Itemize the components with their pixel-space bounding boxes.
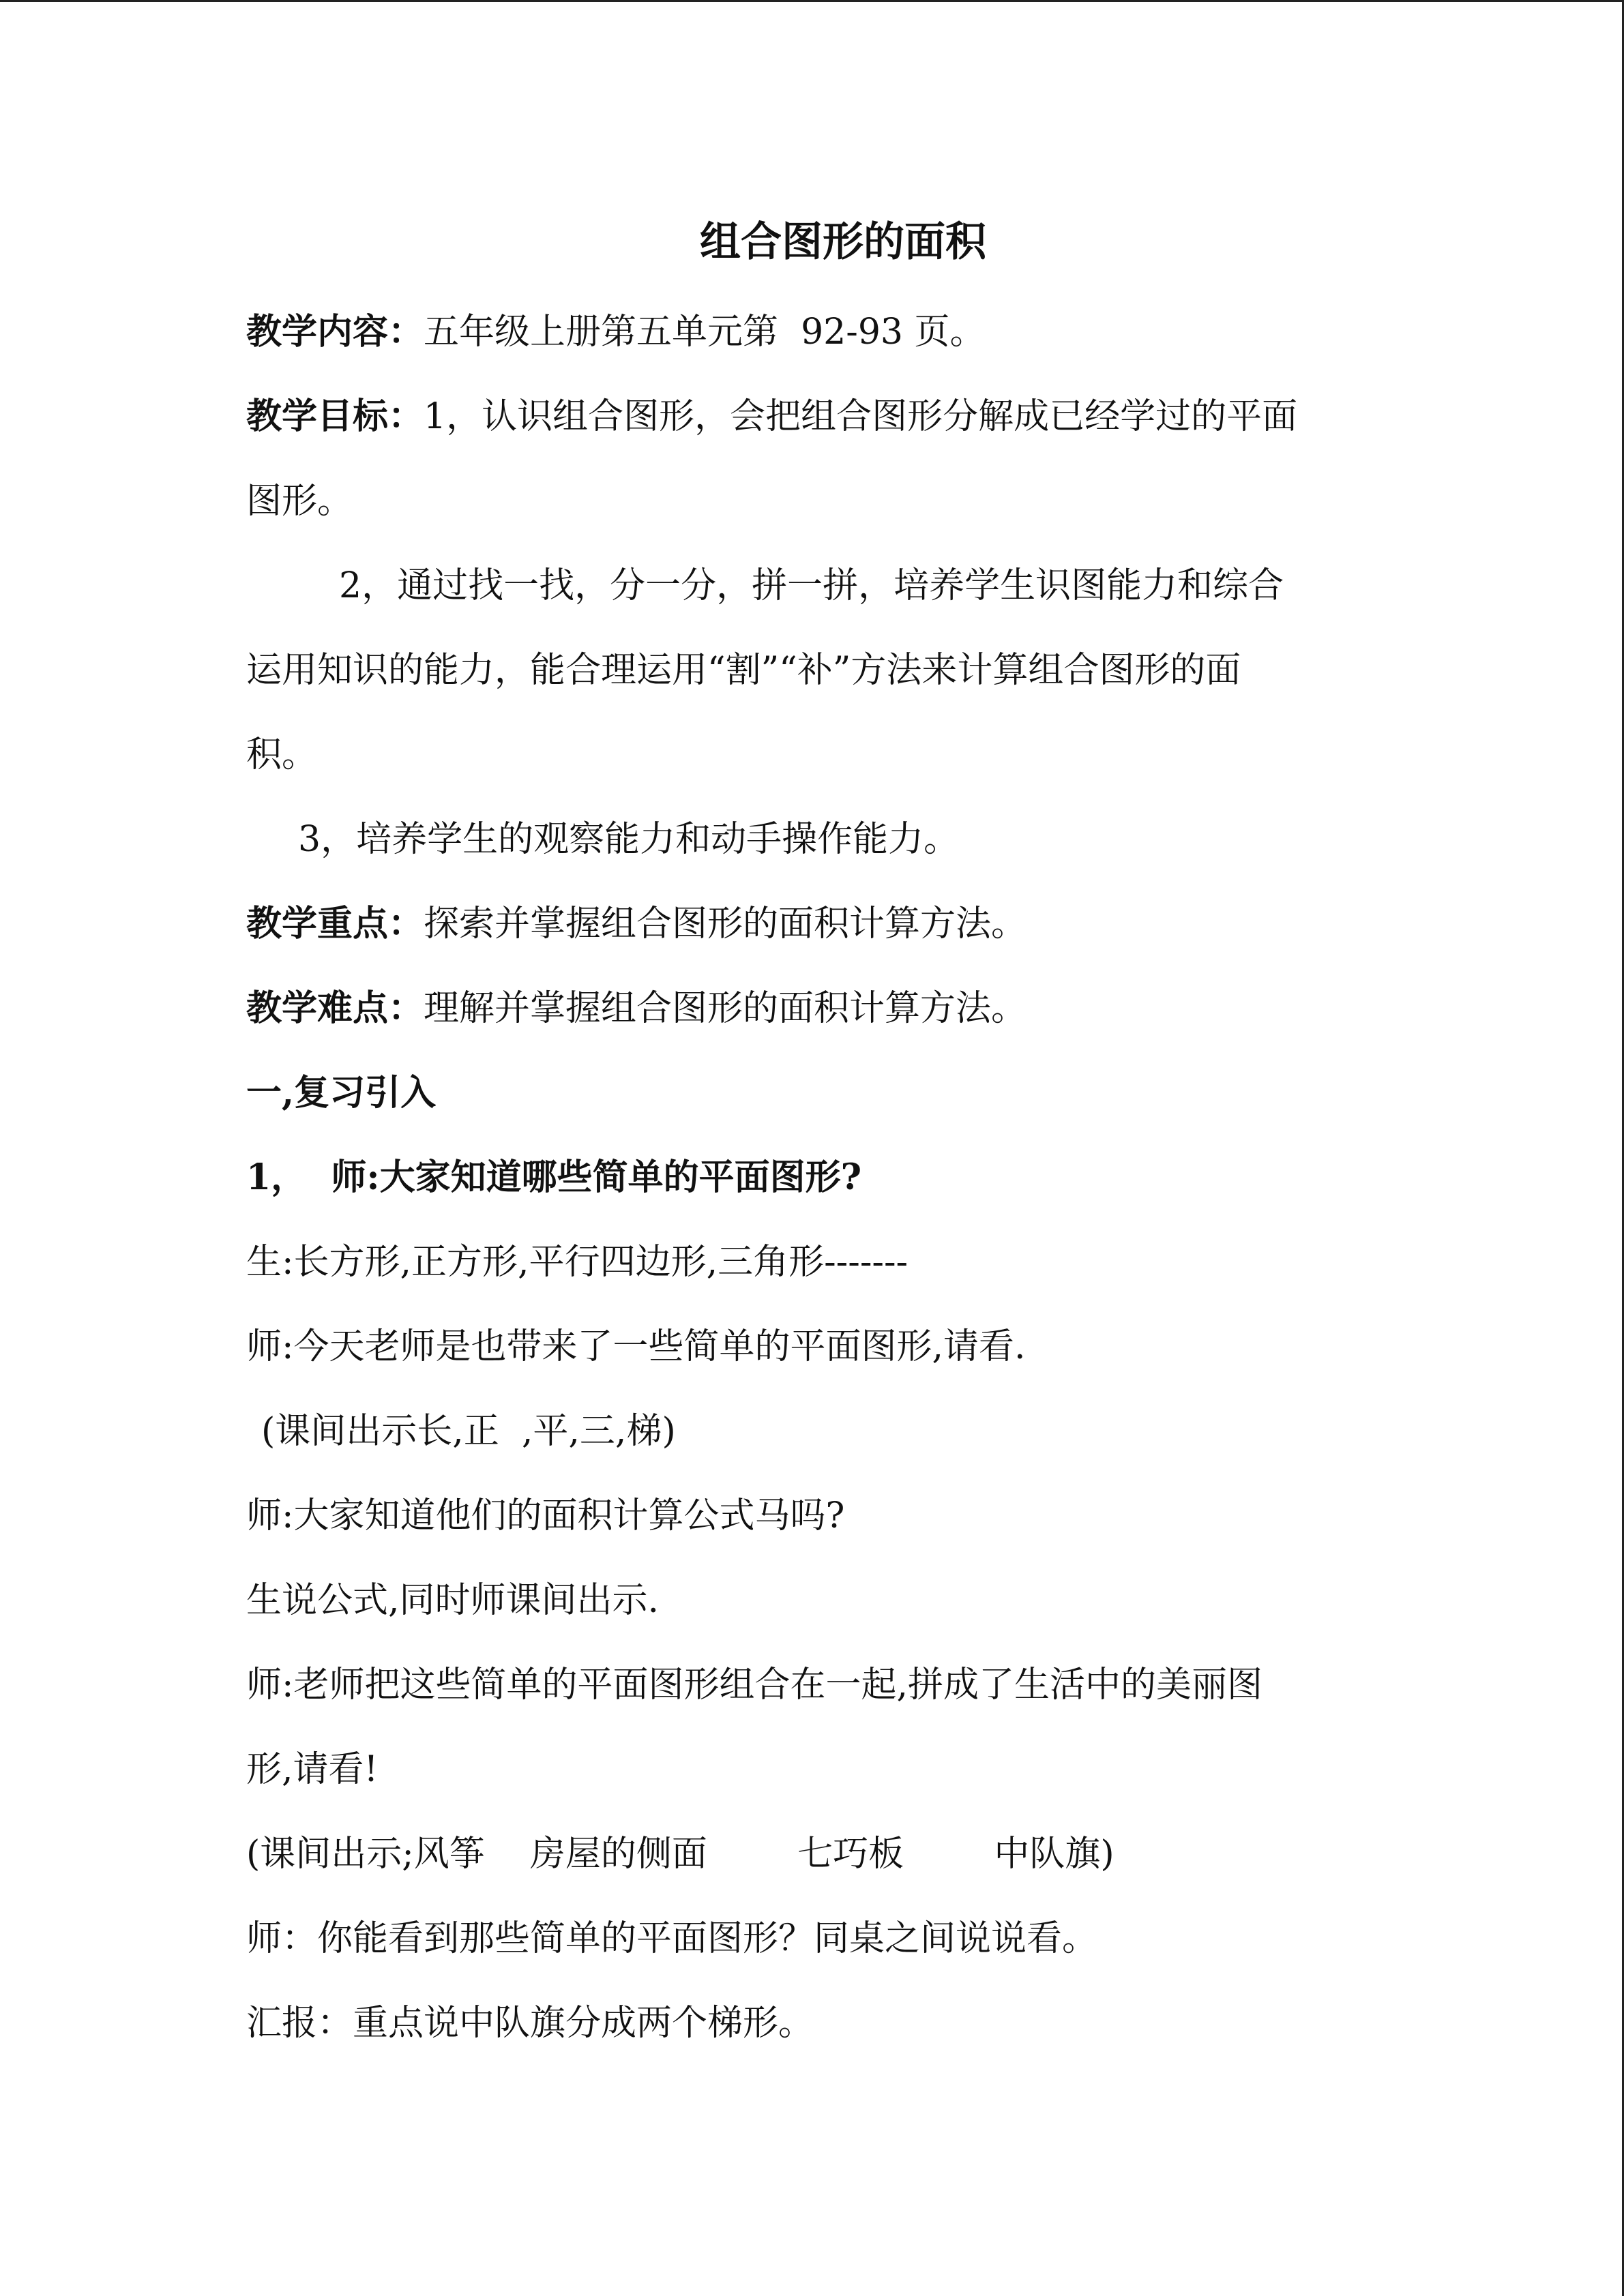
dialog-line: 形,请看! xyxy=(246,1749,379,1790)
difficulty-text: 理解并掌握组合图形的面积计算方法。 xyxy=(424,988,1027,1029)
section-heading-review: 一,复习引入 xyxy=(246,1072,437,1114)
dialog-line: (课间出示长,正 ,平,三,梯) xyxy=(261,1411,676,1452)
dialog-line: 生说公式,同时师课间出示. xyxy=(246,1580,660,1621)
teaching-content-label: 教学内容： xyxy=(246,311,424,353)
goal-2-text: 2，通过找一找，分一分，拼一拼，培养学生识图能力和综合 xyxy=(339,565,1284,606)
dialog-line: 师:老师把这些简单的平面图形组合在一起,拼成了生活中的美丽图 xyxy=(246,1665,1263,1705)
teaching-difficulty xyxy=(246,966,1419,1051)
goal-1-continuation: 图形。 xyxy=(246,481,353,522)
difficulty-label: 教学难点： xyxy=(246,987,424,1029)
dialog-line: 生:长方形,正方形,平行四边形,三角形------- xyxy=(246,1242,909,1283)
teaching-goals xyxy=(246,374,1419,459)
dialog-line: 师:大家知道他们的面积计算公式马吗? xyxy=(246,1495,845,1536)
teaching-content-text: 五年级上册第五单元第 92-93 页。 xyxy=(424,312,986,353)
document-body xyxy=(246,207,1419,2066)
teaching-key-point xyxy=(246,882,1419,966)
teaching-goals-label: 教学目标： xyxy=(246,396,424,437)
key-point-text: 探索并掌握组合图形的面积计算方法。 xyxy=(424,904,1027,944)
dialog-line: 汇报：重点说中队旗分成两个梯形。 xyxy=(246,2003,814,2044)
goal-1-text: 1，认识组合图形，会把组合图形分解成已经学过的平面 xyxy=(424,396,1298,437)
key-point-label: 教学重点： xyxy=(246,903,424,944)
teaching-content xyxy=(246,290,1419,374)
dialog-line: (课间出示;风筝 房屋的侧面 七巧板 中队旗) xyxy=(246,1834,1114,1875)
dialog-line: 师：你能看到那些简单的平面图形？同桌之间说说看。 xyxy=(246,1918,1098,1959)
document-title: 组合图形的面积 xyxy=(700,218,986,266)
goal-2-end: 积。 xyxy=(246,734,318,775)
goal-3-text: 3，培养学生的观察能力和动手操作能力。 xyxy=(298,819,960,860)
dialog-line: 师:今天老师是也带来了一些简单的平面图形,请看. xyxy=(246,1326,1026,1367)
question-1: 1， 师:大家知道哪些简单的平面图形? xyxy=(246,1157,862,1198)
goal-2-continuation: 运用知识的能力，能合理运用“割”“补”方法来计算组合图形的面 xyxy=(246,650,1241,691)
